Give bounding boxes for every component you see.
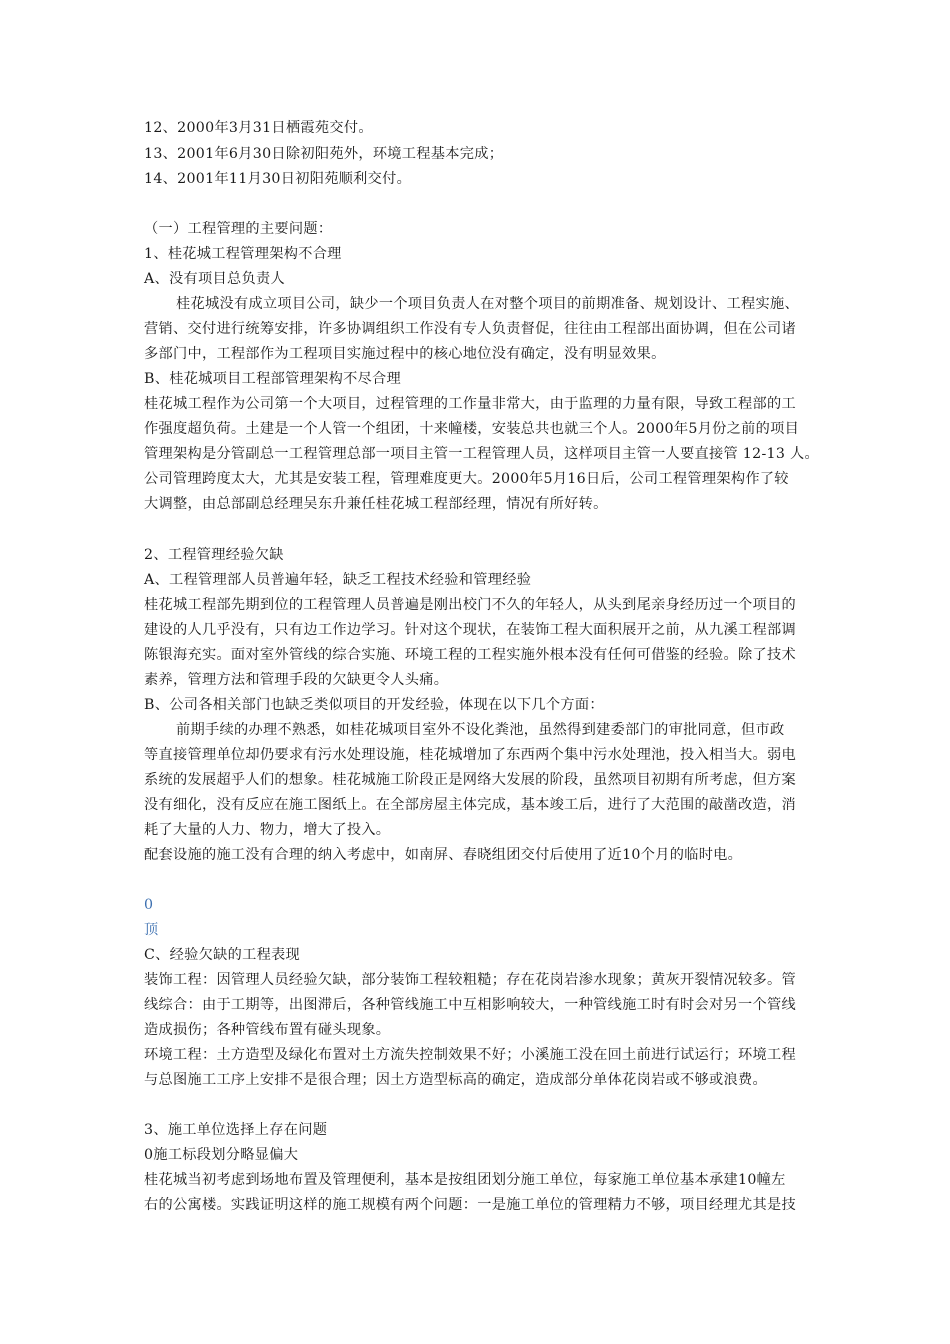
paragraph-line: 桂花城当初考虑到场地布置及管理便利，基本是按组团划分施工单位，每家施工单位基本承建10幢左 bbox=[144, 1172, 786, 1188]
paragraph-line: 陈银海充实。面对室外管线的综合实施、环境工程的工程实施外根本没有任何可借鉴的经验。除了技术 bbox=[144, 647, 796, 663]
paragraph-line: 线综合：由于工期等，出图滞后，各种管线施工中互相影响较大，一种管线施工时有时会对另一个管线 bbox=[144, 997, 796, 1013]
paragraph-line: 等直接管理单位却仍要求有污水处理设施，桂花城增加了东西两个集中污水处理池，投入相当大。弱电 bbox=[144, 747, 796, 763]
timeline-item: 14、2001年11月30日初阳苑顺利交付。 bbox=[144, 171, 412, 187]
timeline-item: 12、2000年3月31日栖霞苑交付。 bbox=[144, 120, 373, 136]
paragraph-line: 没有细化，没有反应在施工图纸上。在全部房屋主体完成，基本竣工后，进行了大范围的敲凿改造，消 bbox=[144, 797, 796, 813]
subheading-3a: 0施工标段划分略显偏大 bbox=[144, 1147, 299, 1163]
subheading-1b: B、桂花城项目工程部管理架构不尽合理 bbox=[144, 371, 402, 387]
paragraph-line: 右的公寓楼。实践证明这样的施工规模有两个问题：一是施工单位的管理精力不够，项目经理尤其是技 bbox=[144, 1197, 796, 1213]
paragraph-line: 营销、交付进行统筹安排，许多协调组织工作没有专人负责督促，往往由工程部出面协调，但在公司诸 bbox=[144, 321, 796, 337]
paragraph-line: 环境工程：土方造型及绿化布置对土方流失控制效果不好；小溪施工没在回土前进行试运行；环境工程 bbox=[144, 1047, 796, 1063]
blue-mark: 0 bbox=[144, 897, 154, 913]
paragraph-line: 配套设施的施工没有合理的纳入考虑中，如南屏、春晓组团交付后使用了近10个月的临时电。 bbox=[144, 847, 743, 863]
paragraph-line: 桂花城工程部先期到位的工程管理人员普遍是刚出校门不久的年轻人，从头到尾亲身经历过一个项目的 bbox=[144, 597, 796, 613]
subheading-2a: A、工程管理部人员普遍年轻，缺乏工程技术经验和管理经验 bbox=[144, 572, 532, 588]
subheading-2c: C、经验欠缺的工程表现 bbox=[144, 947, 301, 963]
paragraph-line: 前期手续的办理不熟悉，如桂花城项目室外不设化粪池，虽然得到建委部门的审批同意，但市政 bbox=[176, 722, 785, 738]
paragraph-line: 桂花城没有成立项目公司，缺少一个项目负责人在对整个项目的前期准备、规划设计、工程实施、 bbox=[176, 296, 799, 312]
subheading-2b: B、公司各相关部门也缺乏类似项目的开发经验，体现在以下几个方面： bbox=[144, 697, 604, 713]
heading-2: 2、工程管理经验欠缺 bbox=[144, 547, 284, 563]
paragraph-line: 桂花城工程作为公司第一个大项目，过程管理的工作量非常大，由于监理的力量有限，导致工程部的工 bbox=[144, 396, 796, 412]
paragraph-line: 公司管理跨度太大，尤其是安装工程，管理难度更大。2000年5月16日后，公司工程管理架构作了较 bbox=[144, 471, 789, 487]
paragraph-line: 与总图施工工序上安排不是很合理；因土方造型标高的确定，造成部分单体花岗岩或不够或浪费。 bbox=[144, 1072, 767, 1088]
paragraph-line: 装饰工程：因管理人员经验欠缺，部分装饰工程较粗糙；存在花岗岩渗水现象；黄灰开裂情况较多。管 bbox=[144, 972, 796, 988]
subheading-1a: A、没有项目总负责人 bbox=[144, 271, 285, 287]
paragraph-line: 造成损伤；各种管线布置有碰头现象。 bbox=[144, 1022, 391, 1038]
paragraph-line: 建设的人几乎没有，只有边工作边学习。针对这个现状，在装饰工程大面积展开之前，从九溪工程部调 bbox=[144, 622, 796, 638]
paragraph-line: 作强度超负荷。土建是一个人管一个组团，十来幢楼，安装总共也就三个人。2000年5月份之前的项目 bbox=[144, 421, 800, 437]
heading-3: 3、施工单位选择上存在问题 bbox=[144, 1122, 328, 1138]
timeline-item: 13、2001年6月30日除初阳苑外，环境工程基本完成； bbox=[144, 146, 504, 162]
paragraph-line: 系统的发展超乎人们的想象。桂花城施工阶段正是网络大发展的阶段，虽然项目初期有所考虑，但方案 bbox=[144, 772, 796, 788]
paragraph-line: 大调整，由总部副总经理吴东升兼任桂花城工程部经理，情况有所好转。 bbox=[144, 496, 608, 512]
section-title: （一）工程管理的主要问题： bbox=[144, 221, 333, 237]
paragraph-line: 耗了大量的人力、物力，增大了投入。 bbox=[144, 822, 391, 838]
paragraph-line: 多部门中，工程部作为工程项目实施过程中的核心地位没有确定，没有明显效果。 bbox=[144, 346, 666, 362]
paragraph-line: 素养，管理方法和管理手段的欠缺更令人头痛。 bbox=[144, 672, 449, 688]
paragraph-line: 管理架构是分管副总一工程管理总部一项目主管一工程管理人员，这样项目主管一人要直接管 12-13 人。 bbox=[144, 446, 819, 462]
heading-1: 1、桂花城工程管理架构不合理 bbox=[144, 246, 342, 262]
blue-mark: 顶 bbox=[144, 922, 159, 938]
